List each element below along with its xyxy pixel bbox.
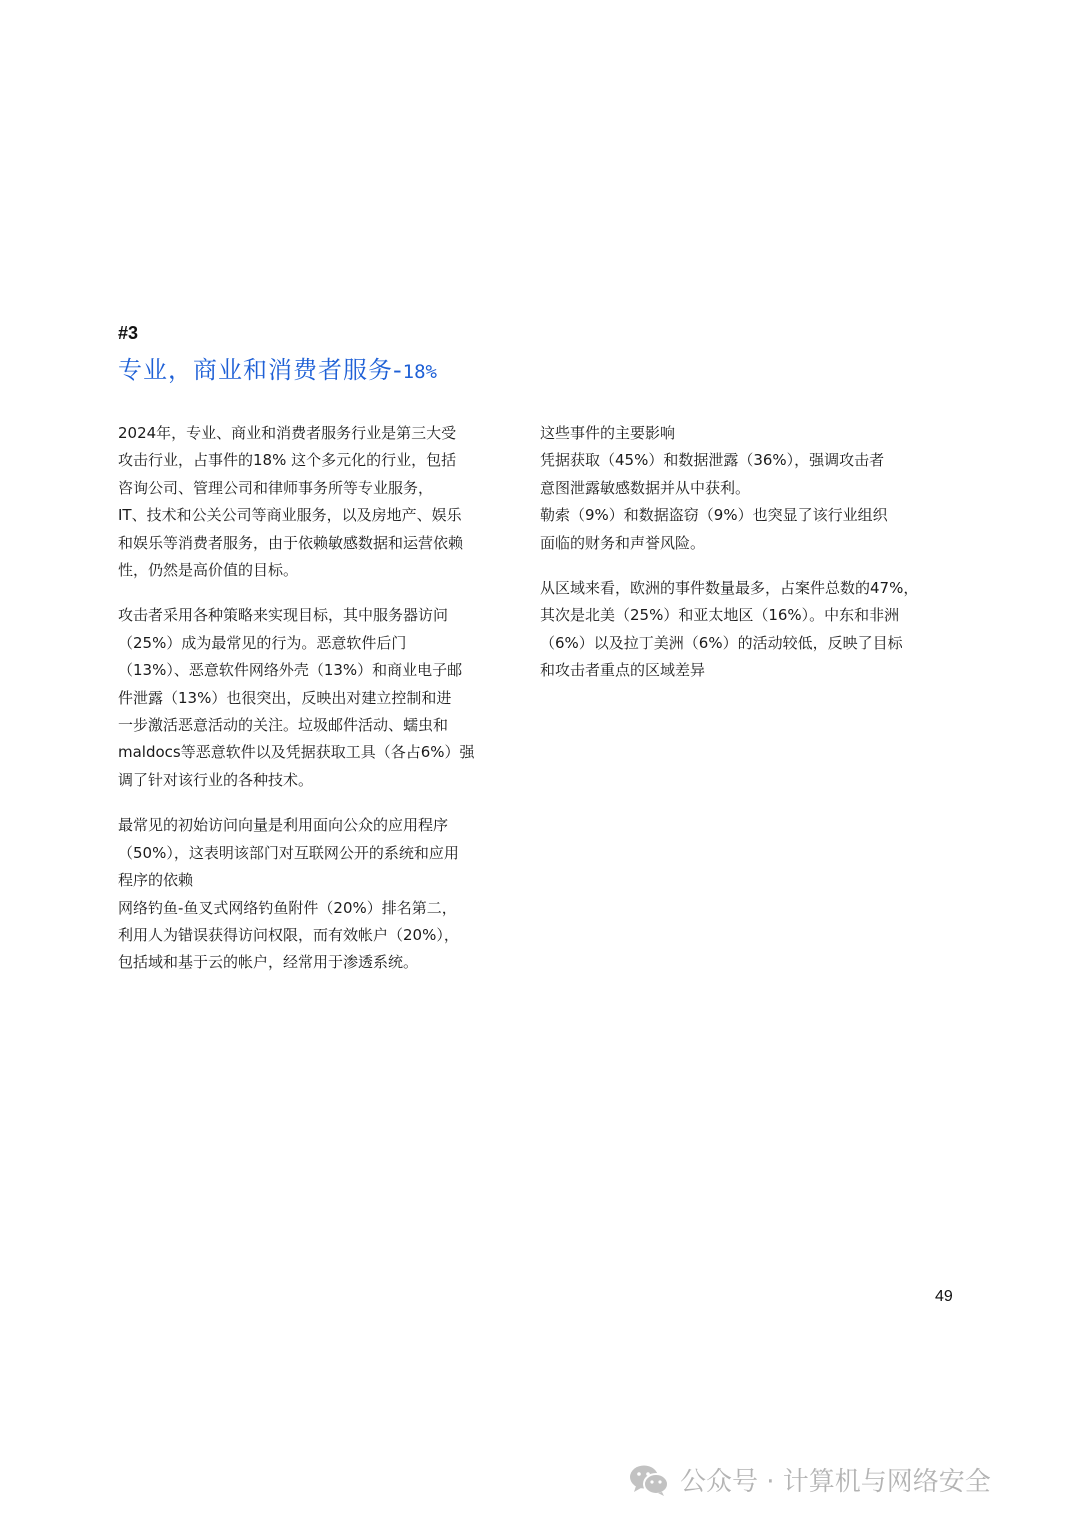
text-line: 面临的财务和声誉风险。 — [540, 533, 706, 552]
paragraph — [540, 575, 960, 685]
text-line: （13%）、恶意软件网络外壳（13%）和商业电子邮 — [118, 661, 463, 680]
text-line: 攻击者采用各种策略来实现目标，其中服务器访问 — [118, 606, 449, 625]
text-line: 一步激活恶意活动的关注。垃圾邮件活动、蠕虫和 — [118, 716, 449, 735]
text-line: maldocs等恶意软件以及凭据获取工具（各占6%）强 — [118, 743, 475, 762]
text-line: （25%）成为最常见的行为。恶意软件后门 — [118, 633, 407, 652]
section-number: #3 — [118, 323, 139, 343]
text-line: （50%），这表明该部门对互联网公开的系统和应用 — [118, 843, 459, 862]
text-line: 其次是北美（25%）和亚太地区（16%）。中东和非洲 — [540, 606, 900, 625]
text-line: 凭据获取（45%）和数据泄露（36%），强调攻击者 — [540, 451, 885, 470]
text-line: 件泄露（13%）也很突出，反映出对建立控制和进 — [118, 688, 452, 707]
text-line: 咨询公司、管理公司和律师事务所等专业服务， — [118, 478, 434, 497]
text-line: 包括域和基于云的帐户，经常用于渗透系统。 — [118, 953, 419, 972]
text-line: 这些事件的主要影响 — [540, 424, 676, 442]
text-line: 意图泄露敏感数据并从中获利。 — [540, 478, 751, 497]
text-line: 2024年，专业、商业和消费者服务行业是第三大受 — [118, 424, 457, 442]
wechat-icon — [628, 1463, 670, 1497]
text-line: 攻击行业，占事件的18% 这个多元化的行业，包括 — [118, 451, 457, 470]
right-column — [540, 420, 960, 703]
text-line: 最常见的初始访问向量是利用面向公众的应用程序 — [118, 816, 449, 835]
paragraph — [540, 420, 960, 557]
text-line: 勒索（9%）和数据盗窃（9%）也突显了该行业组织 — [540, 506, 888, 525]
paragraph — [118, 812, 518, 976]
watermark-text: 公众号 · 计算机与网络安全 — [680, 1467, 991, 1497]
paragraph — [118, 602, 518, 794]
section-title-text: 专业，商业和消费者服务- — [118, 356, 403, 384]
text-line: 网络钓鱼-鱼叉式网络钓鱼附件（20%）排名第二， — [118, 898, 457, 917]
text-line: 调了针对该行业的各种技术。 — [118, 770, 314, 789]
watermark — [628, 1461, 991, 1498]
text-line: 利用人为错误获得访问权限，而有效帐户（20%）， — [118, 925, 459, 944]
section-title-percent: 18% — [402, 361, 437, 383]
text-line: IT、技术和公关公司等商业服务，以及房地产、娱乐 — [118, 506, 462, 525]
text-line: 从区域来看，欧洲的事件数量最多，占案件总数的47%， — [540, 579, 919, 598]
text-line: 程序的依赖 — [118, 871, 194, 890]
text-line: 和娱乐等消费者服务，由于依赖敏感数据和运营依赖 — [118, 533, 464, 552]
section-title — [118, 350, 437, 385]
left-column — [118, 420, 518, 995]
text-line: 性，仍然是高价值的目标。 — [118, 561, 299, 580]
text-line: 和攻击者重点的区域差异 — [540, 661, 706, 680]
text-line: （6%）以及拉丁美洲（6%）的活动较低，反映了目标 — [540, 633, 903, 652]
paragraph — [118, 420, 518, 584]
page-number: 49 — [935, 1288, 953, 1305]
